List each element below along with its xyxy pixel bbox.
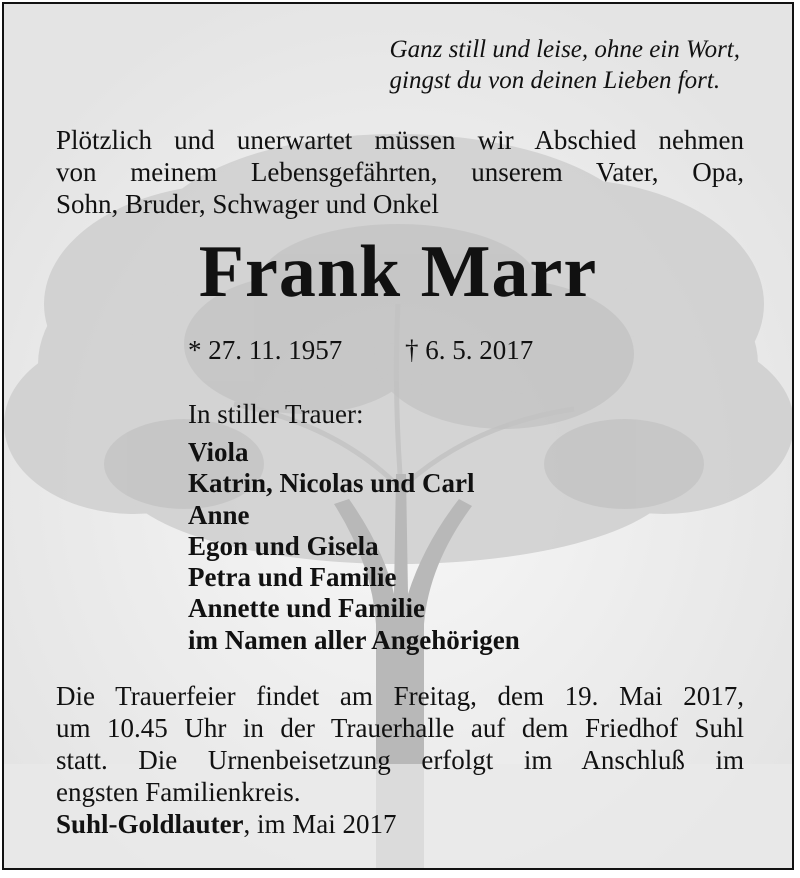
obituary-notice bbox=[2, 2, 794, 870]
intro-line: Sohn, Bruder, Schwager und Onkel bbox=[56, 189, 439, 219]
signoff-place: Suhl-Goldlauter bbox=[56, 809, 244, 839]
signoff bbox=[56, 808, 397, 840]
birth-date: * 27. 11. 1957 bbox=[188, 335, 343, 365]
service-line: engsten Familienkreis. bbox=[56, 777, 301, 807]
intro-line: von meinem Lebensgefährten, unserem Vater, Opa, bbox=[56, 157, 744, 187]
signoff-date: , im Mai 2017 bbox=[243, 809, 397, 839]
life-dates bbox=[188, 334, 533, 366]
intro-line: Plötzlich und unerwartet müssen wir Abschied nehmen bbox=[56, 125, 744, 155]
mourner-name: Egon und Gisela bbox=[188, 530, 379, 561]
motto-line: gingst du von deinen Lieben fort. bbox=[389, 67, 721, 94]
deceased-name: Frank Marr bbox=[198, 231, 598, 313]
mourner-name: Petra und Familie bbox=[188, 562, 397, 593]
mourners-list bbox=[188, 437, 520, 656]
death-date: † 6. 5. 2017 bbox=[405, 335, 534, 365]
mourning-label: In stiller Trauer: bbox=[188, 399, 364, 429]
service-line: Die Trauerfeier findet am Freitag, dem 19. Mai 2017, bbox=[56, 681, 744, 711]
motto-verse bbox=[390, 34, 740, 96]
motto-line: Ganz still und leise, ohne ein Wort, bbox=[389, 36, 740, 63]
mourner-name: Annette und Familie bbox=[188, 593, 426, 624]
intro-paragraph bbox=[56, 124, 744, 220]
service-line: statt. Die Urnenbeisetzung erfolgt im Anschluß im bbox=[56, 745, 744, 775]
mourner-name: Viola bbox=[188, 437, 249, 467]
mourner-name: Katrin, Nicolas und Carl bbox=[188, 468, 475, 499]
service-line: um 10.45 Uhr in der Trauerhalle auf dem Friedhof Suhl bbox=[56, 713, 744, 743]
mourner-name: Anne bbox=[188, 499, 250, 530]
funeral-service-paragraph bbox=[56, 680, 744, 808]
mourner-name: im Namen aller Angehörigen bbox=[188, 624, 520, 655]
